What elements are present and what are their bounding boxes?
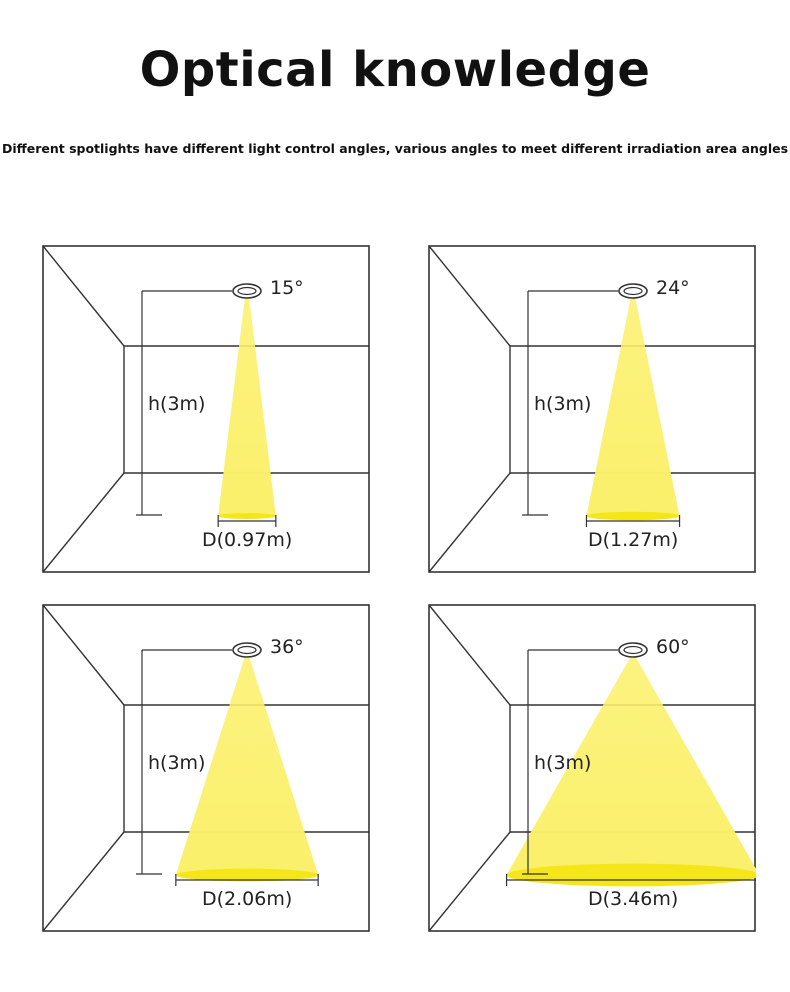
- light-spot: [586, 512, 679, 520]
- light-spot: [218, 513, 276, 519]
- room-frame: [43, 246, 369, 572]
- beam-angle-label: 36°: [270, 636, 304, 658]
- room-diagram: [42, 245, 370, 573]
- diameter-label: D(3.46m): [588, 888, 679, 910]
- spotlight-panel-36: [42, 604, 370, 932]
- ceiling-corner-line: [429, 605, 510, 705]
- spotlight-lens: [624, 647, 642, 654]
- spotlight-panel-15: [42, 245, 370, 573]
- height-label: h(3m): [534, 393, 592, 415]
- height-label: h(3m): [148, 393, 206, 415]
- floor-corner-line: [43, 832, 124, 931]
- spotlight-lens: [238, 288, 256, 295]
- spotlight-lens: [624, 288, 642, 295]
- spotlight-lens: [238, 647, 256, 654]
- page-title: Optical knowledge: [139, 42, 651, 98]
- spotlight-panel-24: [428, 245, 756, 573]
- light-beam: [218, 297, 276, 516]
- diameter-label: D(1.27m): [588, 529, 679, 551]
- diameter-label: D(0.97m): [202, 529, 293, 551]
- diameter-label: D(2.06m): [202, 888, 293, 910]
- height-label: h(3m): [148, 752, 206, 774]
- spotlight-panel-60: [428, 604, 756, 932]
- room-diagram: [428, 245, 756, 573]
- height-label: h(3m): [534, 752, 592, 774]
- room-frame: [43, 605, 369, 931]
- light-spot: [507, 864, 756, 887]
- floor-corner-line: [429, 832, 510, 931]
- floor-corner-line: [429, 473, 510, 572]
- ceiling-corner-line: [429, 246, 510, 346]
- room-diagram: [42, 604, 370, 932]
- floor-corner-line: [43, 473, 124, 572]
- page-subtitle: Different spotlights have different light control angles, various angles to meet different irradiation area angles: [1, 141, 789, 156]
- ceiling-corner-line: [43, 605, 124, 705]
- ceiling-corner-line: [43, 246, 124, 346]
- light-beam: [586, 297, 679, 516]
- beam-angle-label: 24°: [656, 277, 690, 299]
- room-frame: [429, 246, 755, 572]
- room-diagram: [428, 604, 756, 932]
- beam-angle-label: 15°: [270, 277, 304, 299]
- beam-angle-label: 60°: [656, 636, 690, 658]
